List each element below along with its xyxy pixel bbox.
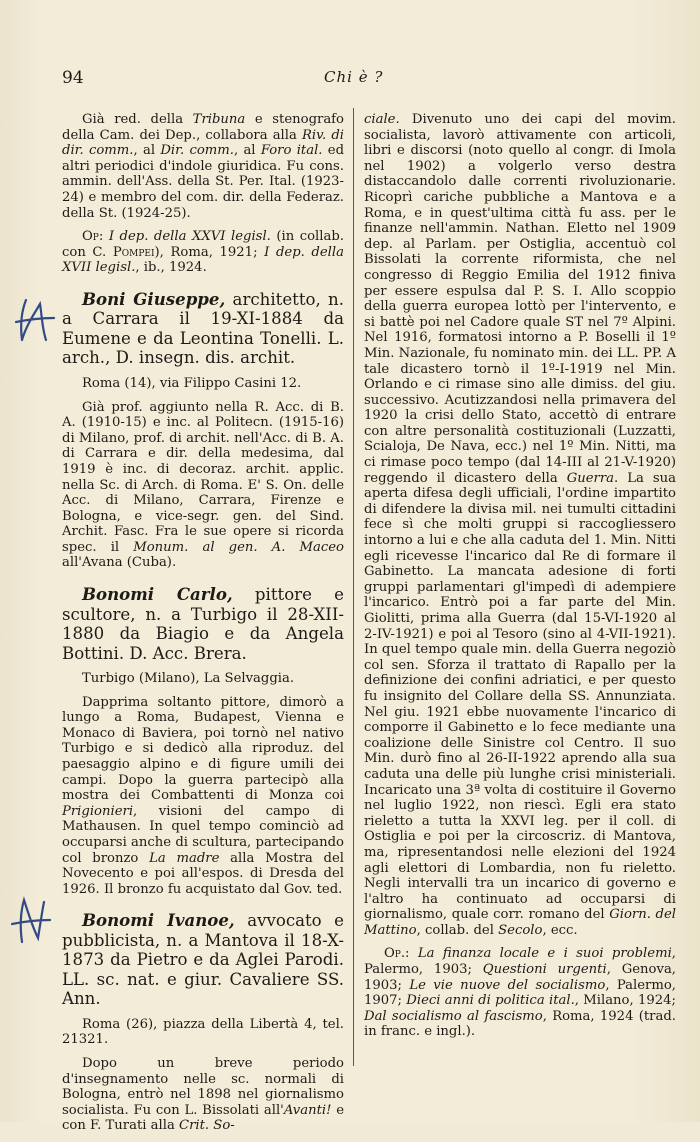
right-column [364, 112, 676, 1048]
works-bonomi-ivanoe: Op.: La finanza locale e i suoi problemi, Palermo, 1903; Questioni urgenti, Genova, 1903; Le vie nuove del socialismo, Palermo, 1907; Dieci anni di politica ital., Milano, 1924; Dal socialismo al fascismo, Roma, 1924 (trad. in franc. e ingl.). [364, 946, 676, 1040]
handwritten-check-mark-2 [6, 896, 54, 946]
entry-heading-bonomi-ivanoe: Bonomi Ivanoe, avvocato e pubblicista, n. a Mantova il 18-X-1873 da Pietro e da Aglei Parodi. LL. sc. nat. e giur. Cavaliere SS. Ann. [62, 910, 344, 1009]
bio-bonomi-ivanoe-continued: ciale. Divenuto uno dei capi del movim. socialista, lavorò attivamente con articoli, libri e discorsi (noto quello al congr. di Imola nel 1902) a volgerlo verso destra distaccandolo dalle correnti rivoluzionarie. Ricoprì cariche pubbliche a Mantova e a Roma, e in quest'ultima città fu ass. per le finanze nell'ammin. Nathan. Eletto nel 1909 dep. al Parlam. per Ostiglia, accentuò col Bissolati la corrente riformista, che nel congresso di Reggio Emilia del 1912 finiva per essere espulsa dal P. S. I. Allo scoppio della guerra europea lottò per l'intervento, e si battè poi nel Cadore quale ST nel 7º Alpini. Nel 1916, formatosi intorno a P. Boselli il 1º Min. Nazionale, fu nominato min. dei LL. PP. A tale dicastero tornò il 1º-I-1919 nel Min. Orlando e ci rimase sino alle dimiss. del giu. successivo. Acutizzandosi nella primavera del 1920 la crisi dello Stato, accettò di entrare con altre personalità costituzionali (Luzzatti, Scialoja, De Nava, ecc.) nel 1º Min. Nitti, ma ci rimase poco tempo (dal 14-III al 21-V-1920) reggendo il dicastero della Guerra. La sua aperta difesa degli ufficiali, l'ordine impartito di difendere la divisa mil. nei tumulti cittadini fece sì che molti gruppi si raccogliessero intorno a lui e che alla caduta del 1. Min. Nitti egli ricevesse l'incarico dal Re di formare il Gabinetto. La mancata adesione di forti gruppi parlamentari gl'impedì di adempiere l'incarico. Entrò poi a far parte del Min. Giolitti, prima alla Guerra (dal 15-VI-1920 al 2-IV-1921) e poi al Tesoro (sino al 4-VII-1921). In quel tempo quale min. della Guerra negoziò col sen. Sforza il trattato di Rapallo per la definizione dei confini adriatici, e per questo fu insignito del Collare della SS. Annunziata. Nel giu. 1921 ebbe nuovamente l'incarico di comporre il Gabinetto e lo fece mediante una coalizione delle Sinistre col Centro. Il suo Min. durò fino al 26-II-1922 aprendo alla sua caduta una delle più lunghe crisi ministeriali. Incaricato una 3ª volta di costituire il Governo nel luglio 1922, non riescì. Egli era stato rieletto a tutta la XXVI leg. per il coll. di Ostiglia e poi per la circoscriz. di Mantova, ma, ripresentandosi nelle elezioni del 1924 agli elettori di Lombardia, non fu rieletto. Negli intervalli tra un incarico di governo e l'altro ha continuato ad occuparsi di giornalismo, quale corr. romano del Giorn. del Mattino, collab. del Secolo, ecc. [364, 112, 677, 938]
address-bonomi-carlo: Turbigo (Milano), La Selvaggia. [82, 671, 295, 687]
bio-boni: Già prof. aggiunto nella R. Acc. di B. A. (1910-15) e inc. al Politecn. (1915-16) di Milano, prof. di archit. nell'Acc. di B. A. di Carrara e dir. della medesima, dal 1919 è inc. di decoraz. archit. applic. nella Sc. di Arch. di Roma. E' S. On. delle Acc. di Milano, Carrara, Firenze e Bologna, e vice-segr. gen. del Sind. Archit. Fasc. Fra le sue opere si ricorda spec. il Monum. al gen. A. Maceo all'Avana (Cuba). [62, 399, 344, 571]
page-header [62, 68, 670, 94]
page-number: 94 [62, 68, 84, 88]
address-boni: Roma (14), via Filippo Casini 12. [82, 375, 302, 391]
address-bonomi-ivanoe: Roma (26), piazza della Libertà 4, tel. 21321. [62, 1016, 344, 1048]
entry-heading-boni-giuseppe: Boni Giuseppe, architetto, n. a Carrara il 19-XI-1884 da Eumene e da Leontina Tonelli. L. arch., D. insegn. dis. archit. [62, 288, 345, 368]
prev-works-paragraph: Op: I dep. della XXVI legisl. (in collab. con C. Pompei), Roma, 1921; I dep. della XVII legisl., ib., 1924. [62, 229, 344, 276]
left-column [62, 112, 344, 1142]
entry-heading-bonomi-carlo: Bonomi Carlo, pittore e scultore, n. a Turbigo il 28-XII-1880 da Biagio e da Angela Bottini. D. Acc. Brera. [62, 584, 344, 663]
handwritten-check-mark-1 [12, 296, 58, 344]
bio-bonomi-carlo: Dapprima soltanto pittore, dimorò a lungo a Roma, Budapest, Vienna e Monaco di Baviera, poi tornò nel nativo Turbigo e si dedicò alla riproduz. del paesaggio alpino e di figure umili dei campi. Dopo la guerra partecipò alla mostra dei Combattenti di Monza coi Prigionieri, visioni del campo di Mathausen. In quel tempo cominciò ad occuparsi anche di scultura, partecipando col bronzo La madre alla Mostra del Novecento e poi all'espos. di Dresda del 1926. Il bronzo fu acquistato dal Gov. ted. [62, 694, 344, 897]
column-divider [353, 108, 354, 1066]
bio-bonomi-ivanoe-start: Dopo un breve periodo d'insegnamento nelle sc. normali di Bologna, entrò nel 1898 nel giornalismo socialista. Fu con L. Bissolati all'Avanti! e con F. Turati alla Crit. So- [62, 1056, 344, 1134]
running-title: Chi è ? [324, 68, 384, 86]
tribuna-paragraph: Già red. della Tribuna e stenografo della Cam. dei Dep., collabora alla Riv. di dir. comm., al Dir. comm., al Foro ital. ed altri periodici d'indole giuridica. Fu cons. ammin. dell'Ass. della St. Per. Ital. (1923-24) e membro del com. dir. della Federaz. della St. (1924-25). [62, 112, 345, 221]
